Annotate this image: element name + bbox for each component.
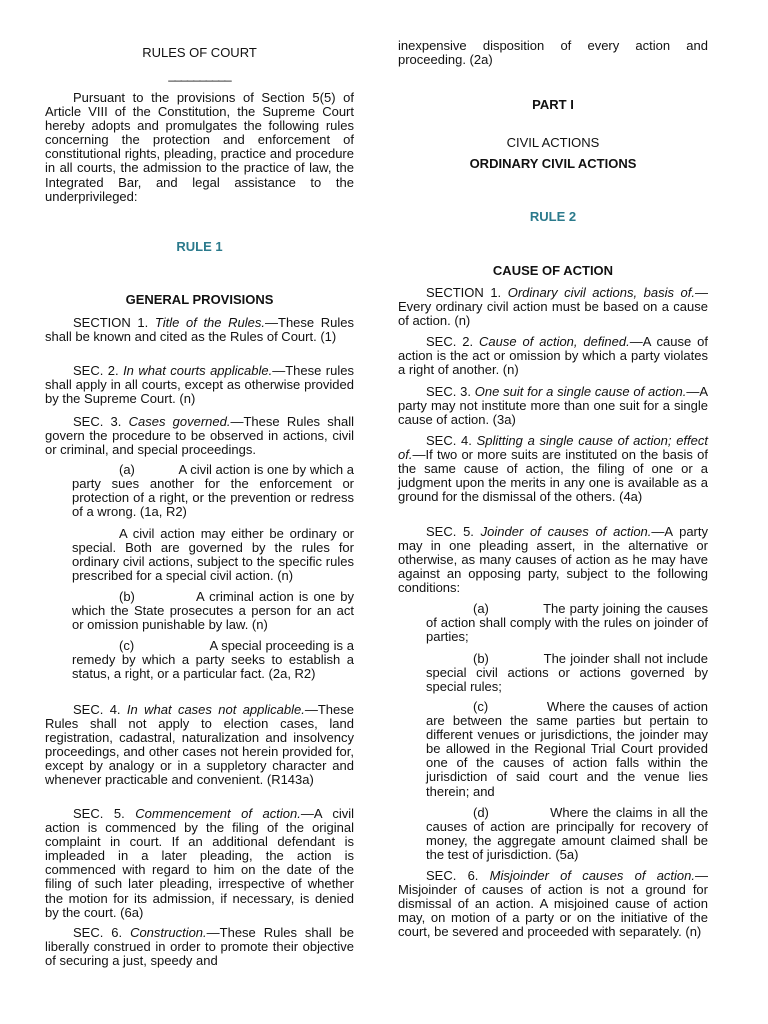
rule1-section-2: SEC. 2. In what courts applicable.—These rules shall apply in all courts, except as otherwise provided by the Supreme Court. (n) (45, 363, 354, 407)
part-subtitle: ORDINARY CIVIL ACTIONS (469, 156, 637, 171)
rule2-section-5-c: (c) Where the causes of action are between the same parties but pertain to different venues or jurisdictions, the joinder may be allowed in the Regional Trial Court provided one of the causes of action falls within the jurisdiction of said court and the venue lies therein; and (426, 699, 708, 799)
title-separator: __________ (168, 67, 231, 82)
rule2-section-5-d: (d) Where the claims in all the causes of action are principally for recovery of money, the aggregate amount claimed shall be the test of jurisdiction. (5a) (426, 805, 708, 863)
part-label: PART I (532, 97, 574, 112)
rule2-section-5-b: (b) The joinder shall not include special civil actions or actions governed by special rules; (426, 651, 708, 695)
continuation-text: inexpensive disposition of every action and proceeding. (2a) (398, 38, 708, 68)
rule2-section-5-a: (a) The party joining the causes of action shall comply with the rules on joinder of parties; (426, 601, 708, 645)
rule1-section-4: SEC. 4. In what cases not applicable.—These Rules shall not apply to election cases, land registration, cadastral, naturalization and insolvency proceedings, and other cases not herein provided for, except by analogy or in a suppletory character and whenever practicable and convenient. (R143a) (45, 702, 354, 788)
rule2-section-5: SEC. 5. Joinder of causes of action.—A party may in one pleading assert, in the alternative or otherwise, as many causes of action as he may have against an opposing party, subject to the following conditions: (398, 524, 708, 596)
rule2-section-1: SECTION 1. Ordinary civil actions, basis of.—Every ordinary civil action must be based on a cause of action. (n) (398, 285, 708, 329)
rule-1-heading: GENERAL PROVISIONS (125, 292, 274, 307)
rule1-section-3-a-continued: A civil action may either be ordinary or special. Both are governed by the rules for ordinary civil actions, subject to the specific rules prescribed for a special civil action. (n) (72, 526, 354, 584)
rule1-section-1: SECTION 1. Title of the Rules.—These Rules shall be known and cited as the Rules of Court. (1) (45, 315, 354, 345)
rule-2-label: RULE 2 (529, 209, 577, 224)
rule1-section-3-b: (b) A criminal action is one by which the State prosecutes a person for an act or omission punishable by law. (n) (72, 589, 355, 633)
preamble: Pursuant to the provisions of Section 5(5) of Article VIII of the Constitution, the Supreme Court hereby adopts and promulgates the following rules concerning the protection and enforcement of constitutional rights, pleading, practice and procedure in all courts, the admission to the practice of law, the Integrated Bar, and legal assistance to the underprivileged: (45, 90, 354, 204)
rule1-section-3: SEC. 3. Cases governed.—These Rules shall govern the procedure to be observed in actions, civil or criminal, and special proceedings. (45, 414, 354, 458)
rule2-section-4: SEC. 4. Splitting a single cause of action; effect of.—If two or more suits are instituted on the basis of the same cause of action, the filing of one or a judgment upon the merits in any one is available as a ground for the dismissal of the others. (4a) (398, 433, 708, 505)
document-title: RULES OF COURT (142, 45, 257, 60)
rule1-section-5: SEC. 5. Commencement of action.—A civil action is commenced by the filing of the original complaint in court. If an additional defendant is impleaded in a later pleading, the action is commenced with regard to him on the date of the filing of such later pleading, irrespective of whether the motion for its admission, if necessary, is denied by the court. (6a) (45, 806, 354, 920)
rule2-section-3: SEC. 3. One suit for a single cause of action.—A party may not institute more than one suit for a single cause of action. (3a) (398, 384, 708, 428)
rule1-section-3-c: (c) A special proceeding is a remedy by which a party seeks to establish a status, a right, or a particular fact. (2a, R2) (72, 638, 354, 682)
rule2-section-2: SEC. 2. Cause of action, defined.—A cause of action is the act or omission by which a party violates a right of another. (n) (398, 334, 708, 378)
rule-2-heading: CAUSE OF ACTION (492, 263, 614, 278)
part-title: CIVIL ACTIONS (506, 135, 600, 150)
rule-1-label: RULE 1 (176, 239, 223, 254)
rule1-section-3-a: (a) A civil action is one by which a party sues another for the enforcement or protection of a right, or the prevention or redress of a wrong. (1a, R2) (72, 462, 355, 520)
rule1-section-6: SEC. 6. Construction.—These Rules shall be liberally construed in order to promote their objective of securing a just, speedy and (45, 925, 355, 969)
rule2-section-6: SEC. 6. Misjoinder of causes of action.—Misjoinder of causes of action is not a ground for dismissal of an action. A misjoined cause of action may, on motion of a party or on the initiative of the court, be severed and proceeded with separately. (n) (398, 868, 708, 940)
